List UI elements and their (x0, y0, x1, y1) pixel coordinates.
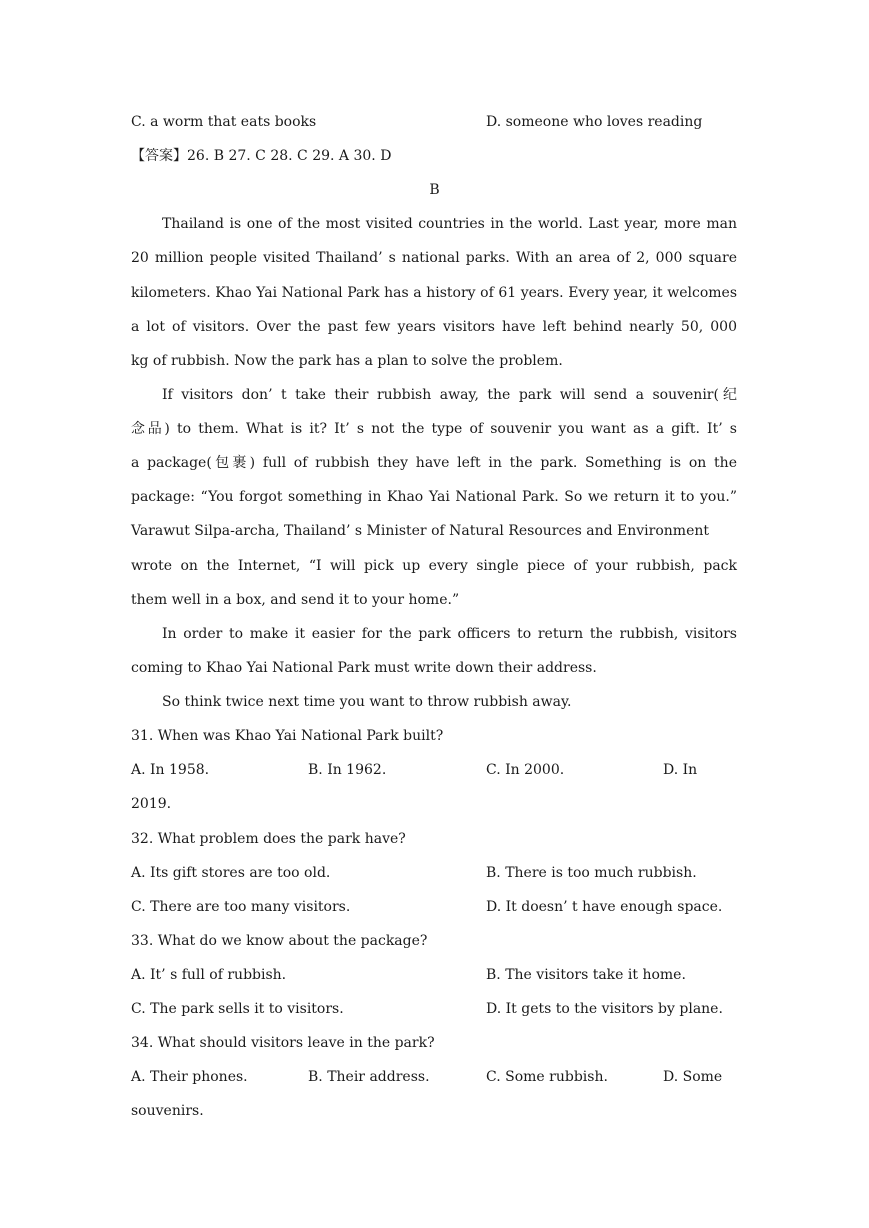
option-a[interactable]: A. Their phones. (131, 1069, 248, 1085)
answer-key: 【答案】26. B 27. C 28. C 29. A 30. D (131, 148, 392, 164)
option-c[interactable]: C. In 2000. (486, 762, 565, 778)
option-c: C. a worm that eats books (131, 114, 317, 130)
question-stem: 32. What problem does the park have? (131, 831, 406, 847)
option-d[interactable]: D. It doesn’ t have enough space. (486, 899, 723, 915)
option-a[interactable]: A. Its gift stores are too old. (131, 865, 331, 881)
option-a[interactable]: A. It’ s full of rubbish. (131, 967, 287, 983)
section-label: B (429, 182, 440, 198)
passage-line: coming to Khao Yai National Park must write down their address. (131, 660, 597, 676)
option-b[interactable]: B. There is too much rubbish. (486, 865, 697, 881)
passage-line: kg of rubbish. Now the park has a plan to solve the problem. (131, 353, 563, 369)
option-d-continued: souvenirs. (131, 1103, 204, 1119)
passage-line: kilometers. Khao Yai National Park has a history of 61 years. Every year, it welcomes (131, 285, 737, 301)
passage-line: In order to make it easier for the park officers to return the rubbish, visitors (162, 626, 737, 642)
passage-line: a package(包裹) full of rubbish they have left in the park. Something is on the (131, 455, 737, 471)
passage-line: 念品) to them. What is it? It’ s not the type of souvenir you want as a gift. It’ s (131, 421, 737, 437)
question-stem: 33. What do we know about the package? (131, 933, 428, 949)
option-b[interactable]: B. The visitors take it home. (486, 967, 686, 983)
option-c[interactable]: C. Some rubbish. (486, 1069, 608, 1085)
option-d-continued: 2019. (131, 796, 172, 812)
option-b[interactable]: B. Their address. (308, 1069, 430, 1085)
question-stem: 34. What should visitors leave in the park? (131, 1035, 435, 1051)
passage-line: a lot of visitors. Over the past few years visitors have left behind nearly 50, 000 (131, 319, 737, 335)
option-d[interactable]: D. It gets to the visitors by plane. (486, 1001, 723, 1017)
option-d[interactable]: D. In (663, 762, 698, 778)
passage-line: Thailand is one of the most visited countries in the world. Last year, more man (162, 216, 737, 232)
option-d[interactable]: D. Some (663, 1069, 723, 1085)
question-stem: 31. When was Khao Yai National Park built? (131, 728, 444, 744)
option-c[interactable]: C. The park sells it to visitors. (131, 1001, 344, 1017)
passage-line: wrote on the Internet, “I will pick up every single piece of your rubbish, pack (131, 558, 737, 574)
passage-line: So think twice next time you want to throw rubbish away. (162, 694, 572, 710)
option-c[interactable]: C. There are too many visitors. (131, 899, 351, 915)
option-b[interactable]: B. In 1962. (308, 762, 387, 778)
passage-line: them well in a box, and send it to your home.” (131, 592, 460, 608)
passage-line: package: “You forgot something in Khao Yai National Park. So we return it to you.” (131, 489, 737, 505)
passage-line: If visitors don’ t take their rubbish away, the park will send a souvenir(纪 (162, 387, 737, 403)
passage-line: Varawut Silpa-archa, Thailand’ s Minister of Natural Resources and Environment (131, 523, 709, 539)
option-a[interactable]: A. In 1958. (131, 762, 210, 778)
passage-line: 20 million people visited Thailand’ s national parks. With an area of 2, 000 square (131, 250, 737, 266)
option-d: D. someone who loves reading (486, 114, 703, 130)
